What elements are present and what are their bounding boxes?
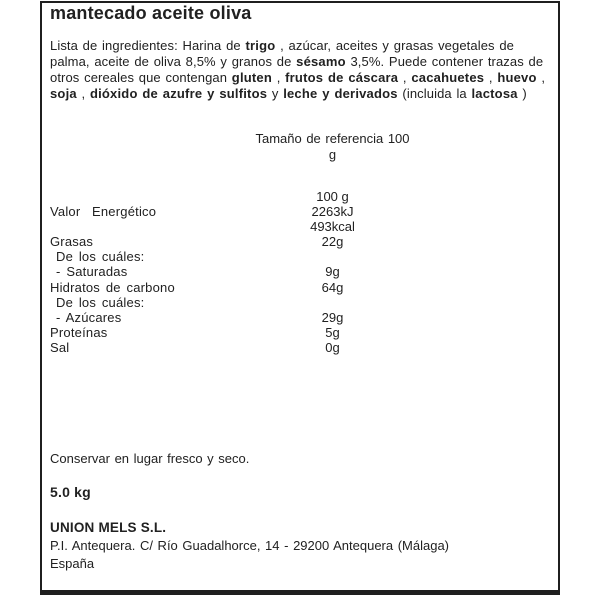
nutrition-row [42,310,558,325]
nutrition-row [42,264,558,279]
ingredient-allergen: frutos de cáscara [285,70,399,85]
ingredient-text-segment: , [398,70,412,85]
nutrition-label: Sal [50,339,70,355]
nutrition-value: 2263kJ [311,204,354,220]
reference-size-line2: g [328,147,337,162]
ingredient-allergen: leche y derivados [283,86,398,101]
ingredient-allergen: trigo [245,38,276,53]
manufacturer-address: P.I. Antequera. C/ Río Guadalhorce, 14 - 29200 Antequera (Málaga) [50,538,450,553]
nutrition-label: De los cuáles: [56,249,145,265]
storage-instructions: Conservar en lugar fresco y seco. [50,451,250,466]
nutrition-label: Grasas [50,234,94,250]
nutrition-row [42,249,558,264]
ingredient-allergen: dióxido de azufre y sulfitos [89,86,268,101]
ingredient-allergen: gluten [231,70,272,85]
nutrition-table [42,189,558,355]
nutrition-label: - Saturadas [56,264,128,280]
product-title: mantecado aceite oliva [50,3,252,23]
nutrition-label: - Azúcares [56,309,122,325]
net-weight: 5.0 kg [50,484,91,500]
nutrition-row [42,340,558,355]
ingredient-text-segment: , [76,86,90,101]
nutrition-row [42,204,558,219]
reference-size-line1: Tamaño de referencia 100 [255,131,410,146]
nutrition-row [42,325,558,340]
ingredient-allergen: sésamo [296,54,346,69]
label-frame [40,1,560,595]
manufacturer-name: UNION MELS S.L. [50,520,167,535]
ingredient-allergen: huevo [497,70,537,85]
ingredient-text-segment: , [536,70,546,85]
nutrition-row [42,234,558,249]
nutrition-row [42,189,558,204]
ingredient-text-segment: , azúcar, aceites y grasas vegetales de palma, aceite de oliva 8,5% y granos de [50,38,515,69]
nutrition-row [42,219,558,234]
nutrition-row [42,295,558,310]
nutrition-label: De los cuáles: [56,294,145,310]
nutrition-value: 29g [321,309,344,325]
ingredient-text-segment: ) [517,86,527,101]
nutrition-label: Valor Energético [50,204,157,220]
ingredient-text-segment: , [484,70,498,85]
nutrition-label: Hidratos de carbono [50,279,175,295]
ingredient-allergen: lactosa [471,86,518,101]
nutrition-value: 493kcal [310,219,355,235]
ingredient-allergen: cacahuetes [411,70,485,85]
ingredient-text-segment: (incluida la [397,86,472,101]
ingredients-text [50,38,552,102]
nutrition-value: 5g [325,324,340,340]
ingredient-text-segment: y [267,86,284,101]
nutrition-value: 0g [325,339,340,355]
ingredient-text-segment: Lista de ingredientes: Harina de [50,38,246,53]
nutrition-value: 9g [325,264,340,280]
nutrition-label: Proteínas [50,324,108,340]
reference-size-header [250,131,415,163]
nutrition-row [42,280,558,295]
nutrition-value: 64g [321,279,344,295]
nutrition-value: 22g [321,234,344,250]
ingredient-text-segment: 3,5%. Puede contener trazas de otros cereales que contengan [50,54,544,85]
ingredient-text-segment: , [272,70,286,85]
ingredient-allergen: soja [50,86,77,101]
nutrition-value: 100 g [316,189,349,204]
manufacturer-country: España [50,556,95,571]
